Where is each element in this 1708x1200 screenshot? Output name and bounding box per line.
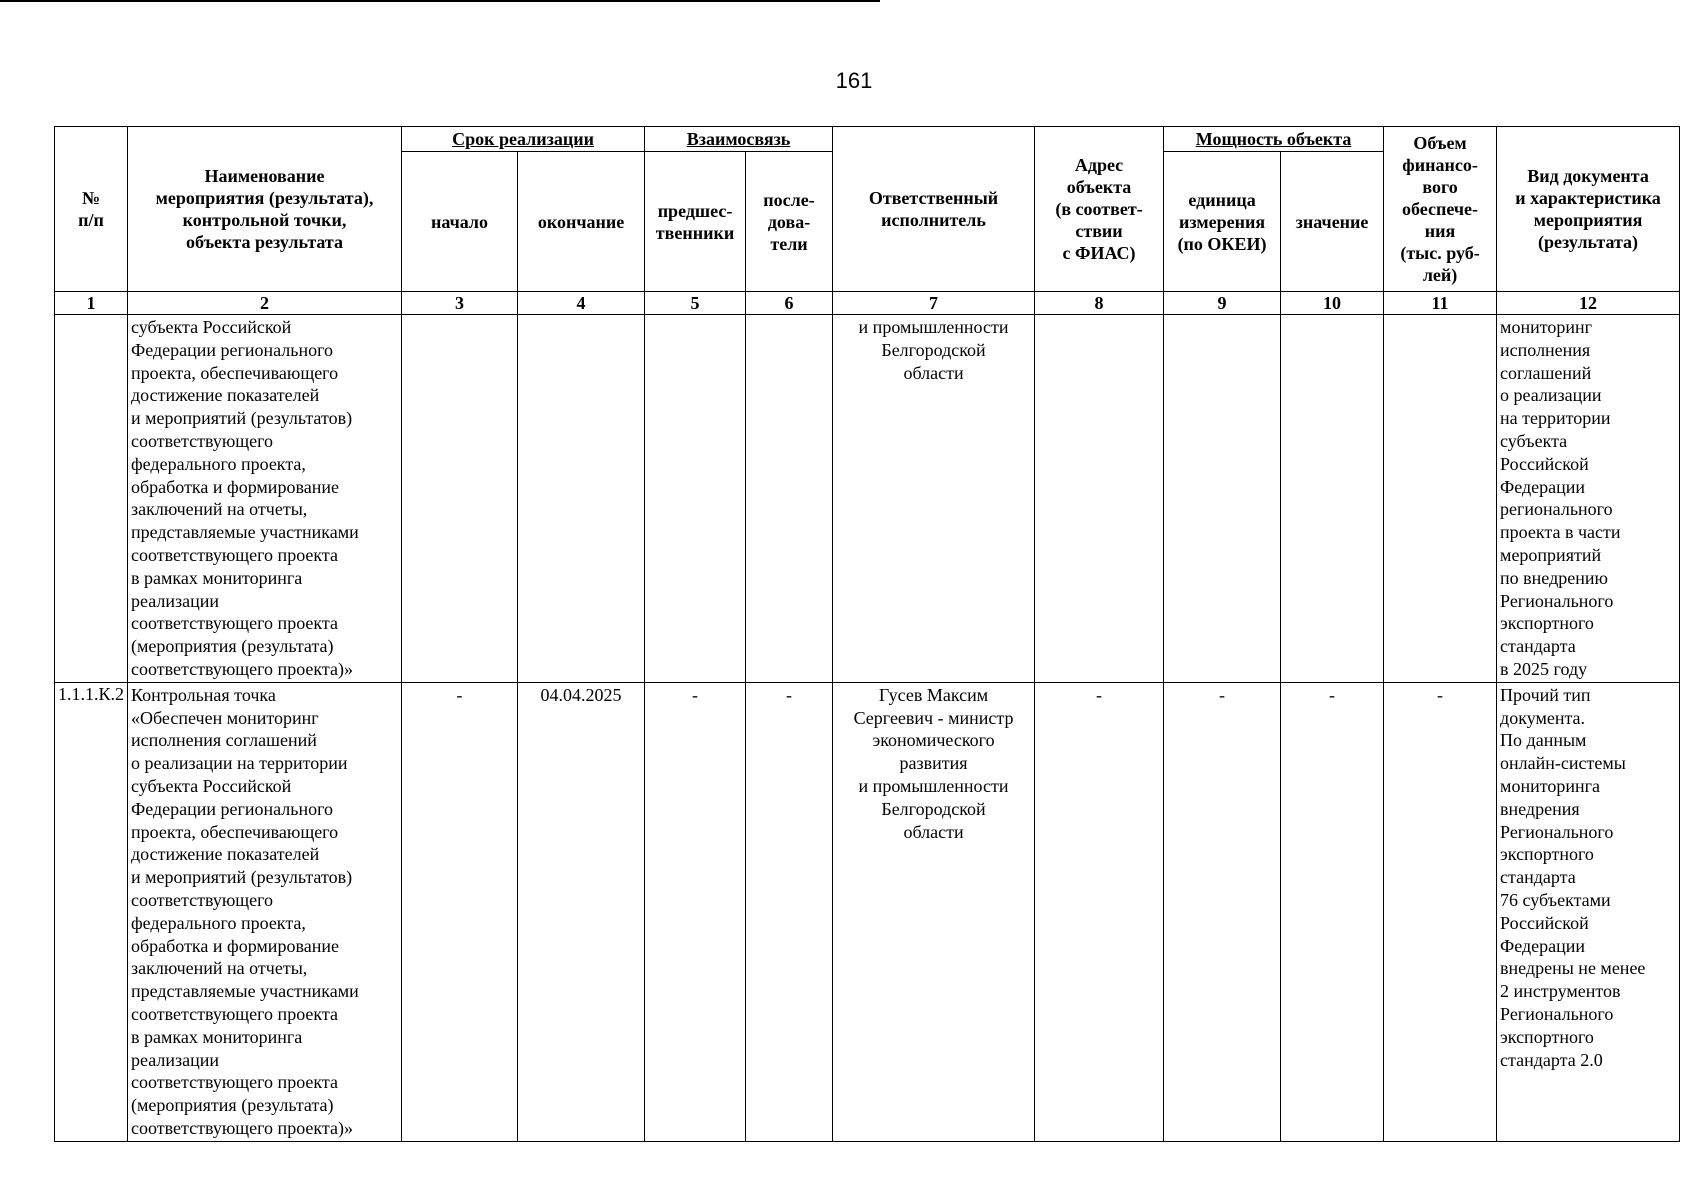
column-number: 8 [1035, 292, 1164, 315]
text-line: соответствующего [131, 889, 274, 910]
row-start: - [402, 682, 518, 1141]
header-group-moshch: Мощность объекта [1164, 127, 1384, 152]
text-line: 2 инструментов [1500, 981, 1621, 1002]
text-line: федерального проекта, [131, 912, 306, 933]
text-line: финансо- [1402, 155, 1478, 175]
row-document [1497, 682, 1680, 1141]
text-line: и мероприятий (результатов) [131, 408, 353, 429]
header-col-7 [833, 127, 1035, 292]
column-number: 3 [402, 292, 518, 315]
text-line: Гусев Максим [878, 684, 989, 705]
text-line: области [903, 821, 964, 842]
text-line: № [81, 188, 101, 208]
text-line: стандарта [1500, 867, 1576, 888]
top-rule [0, 0, 880, 2]
text-line: онлайн-системы [1500, 753, 1626, 774]
text-line: Регионального [1500, 1003, 1614, 1024]
header-col-1 [55, 127, 128, 292]
column-number: 11 [1384, 292, 1497, 315]
text-line: Федерации регионального [131, 798, 334, 819]
text-line: Адрес [1074, 155, 1124, 175]
text-line: Контрольная точка [131, 684, 276, 705]
text-line: в рамках мониторинга [131, 1026, 303, 1047]
text-line: проекта, обеспечивающего [131, 362, 339, 383]
row-predecessors: - [645, 682, 746, 1141]
text-line: ния [1424, 221, 1456, 241]
text-line: Наименование [204, 166, 325, 186]
row-start [402, 315, 518, 683]
header-col-5 [645, 152, 746, 292]
row-responsible [833, 315, 1035, 683]
text-line: соответствующего проекта)» [131, 658, 353, 679]
text-line: представляемые участниками [131, 981, 359, 1002]
header-col-9 [1164, 152, 1281, 292]
text-line: окончание [537, 211, 625, 232]
text-line: Российской [1500, 912, 1589, 933]
text-line: соответствующего [131, 430, 274, 451]
row-successors [746, 315, 833, 683]
text-line: исполнения соглашений [131, 730, 317, 751]
header-group-vzaim: Взаимосвязь [645, 127, 833, 152]
text-line: с ФИАС) [1062, 243, 1136, 263]
row-unit: - [1164, 682, 1281, 1141]
row-name [128, 315, 402, 683]
text-line: Прочий тип [1500, 684, 1591, 705]
header-col-10 [1281, 152, 1384, 292]
text-line: после- [763, 189, 815, 210]
column-number: 9 [1164, 292, 1281, 315]
row-document [1497, 315, 1680, 683]
column-number: 10 [1281, 292, 1384, 315]
text-line: начало [430, 211, 489, 232]
text-line: дова- [767, 211, 811, 232]
text-line: обработка и формирование [131, 935, 339, 956]
row-finance: - [1384, 682, 1497, 1141]
text-line: исполнитель [881, 210, 986, 230]
text-line: достижение показателей [131, 385, 320, 406]
text-line: документа. [1500, 707, 1586, 728]
text-line: Федерации [1500, 935, 1586, 956]
text-line: в 2025 году [1500, 658, 1588, 679]
text-line: вого [1422, 177, 1458, 197]
text-line: регионального [1500, 499, 1613, 520]
row-value: - [1281, 682, 1384, 1141]
text-line: мероприятия [1533, 210, 1643, 230]
text-line: Белгородской [881, 798, 986, 819]
text-line: Российской [1500, 453, 1589, 474]
text-line: субъекта [1500, 430, 1568, 451]
text-line: области [903, 362, 964, 383]
page-number: 161 [835, 68, 873, 93]
row-number: 1.1.1.К.2 [55, 682, 128, 1141]
text-line: о реализации на территории [131, 753, 348, 774]
text-line: п/п [78, 210, 104, 230]
text-line: реализации [131, 1049, 219, 1070]
row-finance [1384, 315, 1497, 683]
text-line: федерального проекта, [131, 453, 306, 474]
header-col-4 [518, 152, 645, 292]
header-group-srok: Срок реализации [402, 127, 645, 152]
text-line: мониторинг [1500, 317, 1592, 337]
text-line: на территории [1500, 408, 1611, 429]
column-numbers-row [55, 292, 1680, 315]
column-number: 6 [746, 292, 833, 315]
text-line: внедрены не менее [1500, 958, 1646, 979]
text-line: объекта [1066, 177, 1132, 197]
header-row-1 [55, 127, 1680, 152]
text-line: значение [1295, 211, 1369, 232]
text-line: стандарта 2.0 [1500, 1049, 1603, 1070]
header-col-6 [746, 152, 833, 292]
text-line: Ответственный [868, 188, 999, 208]
text-line: предшес- [657, 200, 733, 221]
text-line: тели [770, 233, 808, 254]
text-line: Объем [1413, 133, 1467, 153]
text-line: развития [899, 753, 968, 774]
text-line: стандарта [1500, 636, 1576, 657]
row-end: 04.04.2025 [518, 682, 645, 1141]
text-line: (результата) [1538, 232, 1639, 252]
text-line: достижение показателей [131, 844, 320, 865]
text-line: контрольной точки, [182, 210, 347, 230]
text-line: реализации [131, 590, 219, 611]
text-line: проекта, обеспечивающего [131, 821, 339, 842]
row-name [128, 682, 402, 1141]
text-line: Федерации [1500, 476, 1586, 497]
text-line: соответствующего проекта [131, 613, 338, 634]
text-line: исполнения [1500, 339, 1591, 360]
text-line: соответствующего проекта)» [131, 1117, 353, 1138]
text-line: соглашений [1500, 362, 1592, 383]
text-line: объекта результата [186, 232, 343, 252]
column-number: 2 [128, 292, 402, 315]
text-line: субъекта Российской [131, 775, 292, 796]
text-line: Вид документа [1527, 166, 1649, 186]
text-line: и промышленности [858, 775, 1009, 796]
text-line: мероприятий [1500, 544, 1602, 565]
text-line: 76 субъектами [1500, 889, 1611, 910]
text-line: Регионального [1500, 590, 1614, 611]
text-line: мониторинга [1500, 775, 1600, 796]
text-line: экспортного [1500, 844, 1594, 865]
text-line: и промышленности [858, 317, 1009, 337]
row-responsible [833, 682, 1035, 1141]
text-line: соответствующего проекта [131, 544, 338, 565]
header-col-12 [1497, 127, 1680, 292]
text-line: (мероприятия (результата) [131, 1095, 334, 1116]
column-number: 1 [55, 292, 128, 315]
text-line: экспортного [1500, 613, 1594, 634]
text-line: Сергеевич - министр [853, 707, 1014, 728]
header-col-2 [128, 127, 402, 292]
plan-table [54, 126, 1680, 1142]
text-line: «Обеспечен мониторинг [131, 707, 319, 728]
text-line: (по ОКЕИ) [1177, 233, 1267, 254]
text-line: заключений на отчеты, [131, 958, 308, 979]
header-col-11 [1384, 127, 1497, 292]
text-line: Федерации регионального [131, 339, 334, 360]
text-line: мероприятия (результата), [155, 188, 374, 208]
text-line: о реализации [1500, 385, 1602, 406]
text-line: По данным [1500, 730, 1587, 751]
text-line: ствии [1075, 221, 1123, 241]
header-col-3 [402, 152, 518, 292]
text-line: заключений на отчеты, [131, 499, 308, 520]
text-line: Регионального [1500, 821, 1614, 842]
text-line: (в соответ- [1055, 199, 1143, 219]
text-line: единица [1188, 189, 1256, 210]
text-line: соответствующего проекта [131, 1003, 338, 1024]
text-line: проекта в части [1500, 522, 1621, 543]
text-line: в рамках мониторинга [131, 567, 303, 588]
column-number: 12 [1497, 292, 1680, 315]
column-number: 7 [833, 292, 1035, 315]
row-successors: - [746, 682, 833, 1141]
text-line: обеспече- [1402, 199, 1479, 219]
text-line: (мероприятия (результата) [131, 636, 334, 657]
text-line: представляемые участниками [131, 522, 359, 543]
row-address [1035, 315, 1164, 683]
row-number [55, 315, 128, 683]
text-line: по внедрению [1500, 567, 1608, 588]
text-line: обработка и формирование [131, 476, 339, 497]
text-line: экономического [872, 730, 995, 751]
text-line: субъекта Российской [131, 317, 292, 337]
row-end [518, 315, 645, 683]
table-row [55, 682, 1680, 1141]
text-line: экспортного [1500, 1026, 1594, 1047]
header-col-8 [1035, 127, 1164, 292]
text-line: твенники [655, 222, 735, 243]
table-row [55, 315, 1680, 683]
row-predecessors [645, 315, 746, 683]
column-number: 5 [645, 292, 746, 315]
column-number: 4 [518, 292, 645, 315]
row-address: - [1035, 682, 1164, 1141]
row-unit [1164, 315, 1281, 683]
text-line: измерения [1178, 211, 1266, 232]
text-line: (тыс. руб- [1400, 243, 1480, 263]
text-line: и мероприятий (результатов) [131, 867, 353, 888]
row-value [1281, 315, 1384, 683]
text-line: и характеристика [1515, 188, 1661, 208]
text-line: соответствующего проекта [131, 1072, 338, 1093]
text-line: Белгородской [881, 339, 986, 360]
text-line: внедрения [1500, 798, 1580, 819]
text-line: лей) [1422, 265, 1458, 285]
